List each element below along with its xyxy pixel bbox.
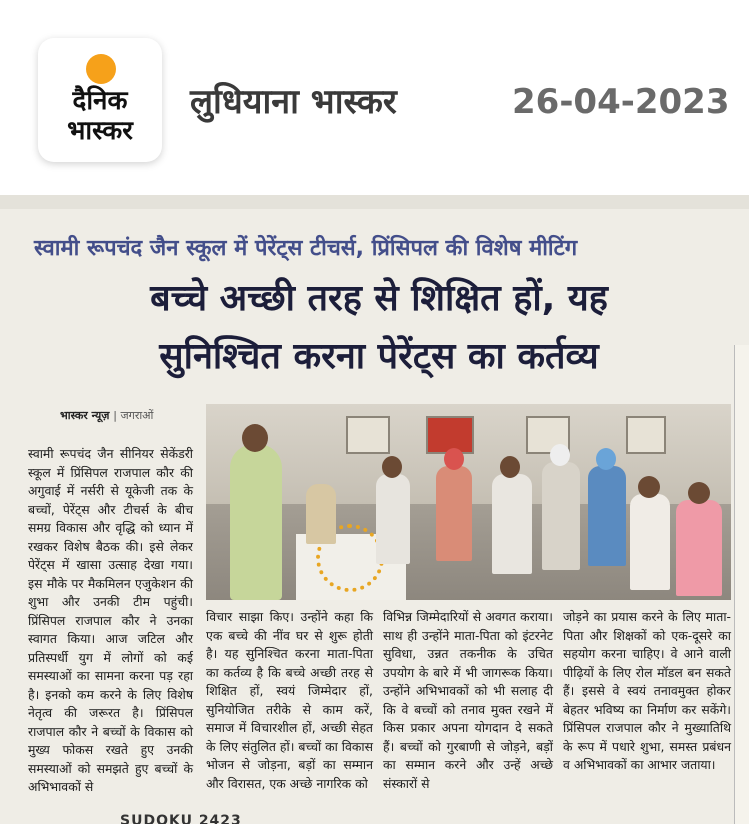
photo-wall-board: [626, 416, 666, 454]
dainik-bhaskar-logo: [38, 38, 162, 162]
edition-title: लुधियाना भास्कर: [190, 82, 397, 122]
logo-text-line1: दैनिक: [72, 86, 128, 116]
clipping-top-strip: [0, 195, 749, 209]
photo-attendee: [376, 474, 410, 564]
photo-attendee-head: [444, 448, 464, 470]
article-column-3: विभिन्न जिम्मेदारियों से अवगत कराया। साथ ही उन्होंने माता-पिता को इंटरनेट सुविधा, उन्नत तकनीक के उचित उपयोग के बारे में भी जागरूक किया। उन्होंने अभिभावकों को भी सलाह दी कि वे बच्चों को तनाव मुक्त रखने में किस प्रकार अपना योगदान दे सकते हैं। बच्चों को गुरबाणी से जोड़ने, बड़ों का सम्मान करने और उन्हें अच्छे संस्कारों से: [383, 609, 553, 791]
byline-source: भास्कर न्यूज़: [60, 409, 110, 422]
photo-attendee: [630, 494, 670, 590]
photo-attendee: [588, 466, 626, 566]
sun-icon: [86, 54, 116, 84]
photo-wall-board: [346, 416, 390, 454]
edition-date: 26-04-2023: [512, 82, 730, 122]
photo-attendee-head: [500, 456, 520, 478]
byline: [60, 408, 153, 423]
meeting-photo: [206, 404, 731, 600]
photo-attendee-head: [550, 444, 570, 466]
newspaper-clipping: [0, 195, 749, 824]
article-kicker: स्वामी रूपचंद जैन स्कूल में पेरेंट्स टीचर्स, प्रिंसिपल की विशेष मीटिंग: [34, 236, 578, 261]
article-column-4: जोड़ने का प्रयास करने के लिए माता-पिता और शिक्षकों को एक-दूसरे का सहयोग करना चाहिए। वे आने वाली पीढ़ियों के लिए रोल मॉडल बन सकते हैं। इससे वे स्वयं तनावमुक्त होकर बेहतर भविष्य का निर्माण कर सकेंगे। प्रिंसिपल राजपाल कौर ने मुख्यातिथि के रूप में पधारे शुभा, समस्त प्रबंधन व अभिभावकों का आभार जताया।: [563, 609, 731, 772]
article-column-2: विचार साझा किए। उन्होंने कहा कि एक बच्चे की नींव घर से शुरू होती है। यह सुनिश्चित करना माता-पिता का कर्तव्य है कि बच्चे अच्छी तरह से शिक्षित हों, स्वयं जिम्मेदार हों, सुनियोजित तरीके से काम करें, समाज में विचारशील हों, अच्छी सेहत के लिए संतुलित हों। बच्चों का विकास भोजन से जोड़ना, बड़ों का सम्मान और विरासत, एक अच्छे नागरिक को: [206, 609, 373, 791]
logo-text-line2: भास्कर: [67, 116, 133, 146]
photo-attendee: [436, 466, 472, 561]
photo-speaker: [230, 444, 282, 600]
photo-attendee: [542, 462, 580, 570]
photo-attendee: [306, 484, 336, 544]
byline-place: | जगराओं: [113, 409, 154, 422]
headline-line1: बच्चे अच्छी तरह से शिक्षित हों, यह: [150, 278, 608, 319]
article-column-1: स्वामी रूपचंद जैन सीनियर सेकेंडरी स्कूल में प्रिंसिपल राजपाल कौर की अगुवाई में नर्सरी से यूकेजी तक के बच्चों, पेरेंट्स और टीचर्स के बीच समग्र विकास और वृद्धि को ध्यान में रखकर विशेष बैठक की। इसे लेकर पेरेंट्स में खासा उत्साह देखा गया। इस मौके पर मैकमिलन एजुकेशन की शुभा और उनकी टीम पहुंची। प्रिंसिपल राजपाल कौर ने उनका स्वागत किया। आज जटिल और प्रतिस्पर्धी युग में लोगों को कई समस्याओं का सामना करना पड़ रहा है। इनको कम करने के लिए विशेष नेतृत्व की जरूरत है। प्रिंसिपल राजपाल कौर ने बच्चों के विकास को मुख्य फोकस रखते हुए उनकी समस्याओं को समझते हुए बच्चों के अभिभावकों से: [28, 446, 193, 794]
photo-attendee-head: [638, 476, 660, 498]
photo-attendee-head: [382, 456, 402, 478]
photo-attendee: [492, 474, 532, 574]
next-section-fragment: SUDOKU 2423: [120, 813, 242, 824]
headline-line2: सुनिश्चित करना पेरेंट्स का कर्तव्य: [159, 336, 599, 377]
page-header: [0, 0, 749, 190]
photo-speaker-head: [242, 424, 268, 452]
photo-attendee: [676, 500, 722, 596]
photo-attendee-head: [688, 482, 710, 504]
adjacent-column-edge: [734, 345, 749, 824]
photo-attendee-head: [596, 448, 616, 470]
